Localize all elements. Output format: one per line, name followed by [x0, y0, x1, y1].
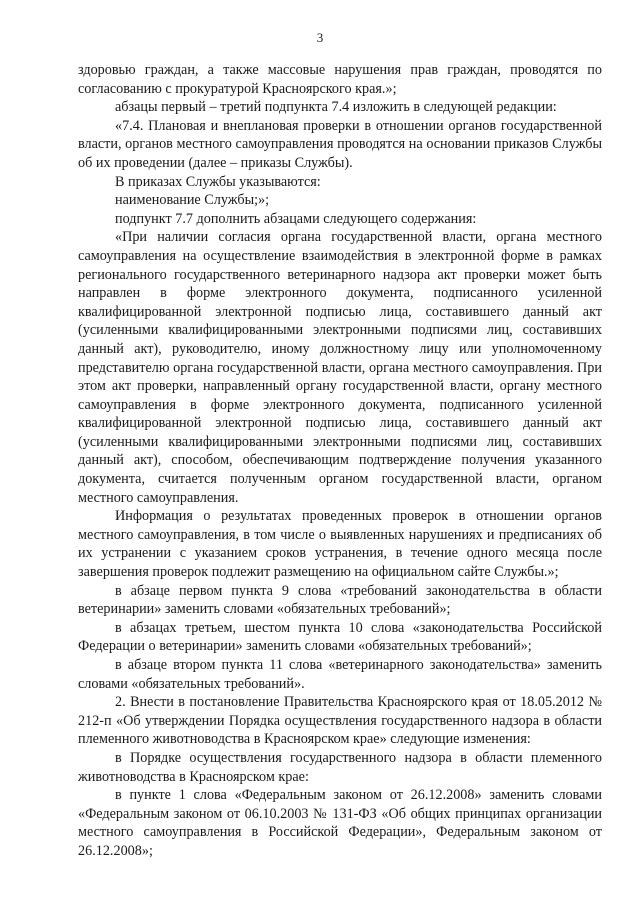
paragraph-3: «7.4. Плановая и внеплановая проверки в отношении органов государственной власти, органов местного самоуправления проводятся на основании приказов Службы об их проведении (далее – приказы Службы).: [78, 117, 602, 171]
paragraph-1: здоровью граждан, а также массовые нарушения прав граждан, проводятся по согласованию с прокуратурой Красноярского края.»;: [78, 62, 602, 97]
paragraph-10: в абзацах третьем, шестом пункта 10 слова «законодательства Российской Федерации о ветеринарии» заменить словами «обязательных требований»;: [78, 619, 602, 655]
document-body: [78, 61, 602, 861]
paragraph-8: Информация о результатах проведенных проверок в отношении органов местного самоуправления, в том числе о выявленных нарушениях и предписаниях об их устранении с указанием сроков устранения, в течение одного месяца после завершения проверок подлежит размещению на официальном сайте Службы.»;: [78, 508, 602, 581]
page-number: 3: [316, 30, 324, 45]
paragraph-7: «При наличии согласия органа государственной власти, органа местного самоуправления на осуществление взаимодействия в электронной форме в рамках регионального государственного ветеринарного надзора акт проверки может быть направлен в форме электронного документа, подписанного усиленной квалифицированной электронной подписью лица, составившего данный акт (усиленными квалифицированными электронными подписями лиц, составивших данный акт), руководителю, иному должностному лицу или уполномоченному представителю органа государственной власти, органа местного самоуправления. При этом акт проверки, направленный органу государственной власти, органу местного самоуправления в форме электронного документа, подписанного усиленной квалифицированной электронной подписью лица, составившего данный акт (усиленными квалифицированными электронными подписями лиц, составивших данный акт), способом, обеспечивающим подтверждение получения указанного документа, считается полученным органом государственной власти, органом местного самоуправления.: [78, 229, 602, 506]
paragraph-11: в абзаце втором пункта 11 слова «ветеринарного законодательства» заменить словами «обязательных требований».: [78, 657, 602, 692]
paragraph-13: в Порядке осуществления государственного надзора в области племенного животноводства в Красноярском крае:: [78, 749, 602, 785]
paragraph-2: абзацы первый – третий подпункта 7.4 изложить в следующей редакции:: [115, 99, 557, 116]
paragraph-9: в абзаце первом пункта 9 слова «требований законодательства в области ветеринарии» заменить словами «обязательных требований»;: [78, 582, 602, 618]
paragraph-14: в пункте 1 слова «Федеральным законом от 26.12.2008» заменить словами «Федеральным законом от 06.10.2003 № 131-ФЗ «Об общих принципах организации местного самоуправления в Российской Федерации», Федеральным законом от 26.12.2008»;: [78, 787, 602, 859]
paragraph-6: подпункт 7.7 дополнить абзацами следующего содержания:: [115, 210, 477, 227]
paragraph-5: наименование Службы;»;: [115, 192, 270, 209]
paragraph-4: В приказах Службы указываются:: [115, 173, 321, 190]
paragraph-12: 2. Внести в постановление Правительства Красноярского края от 18.05.2012 № 212-п «Об утверждении Порядка осуществления государственного надзора в области племенного животноводства в Красноярском крае» следующие изменения:: [78, 694, 602, 748]
